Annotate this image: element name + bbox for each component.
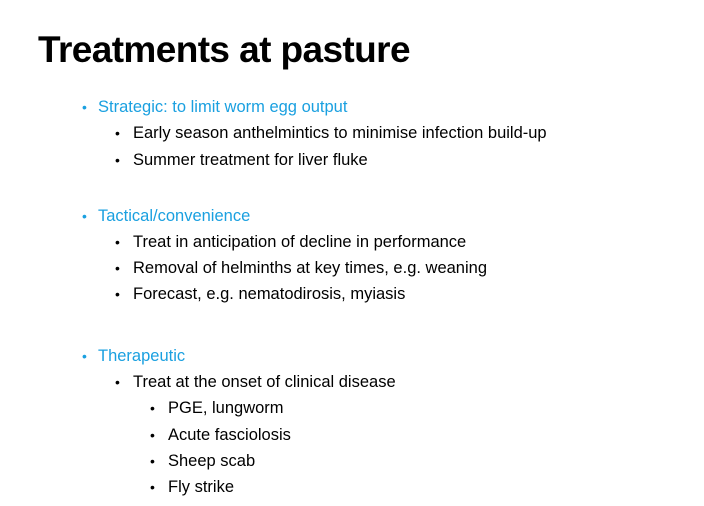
sub-list-item-label: Acute fasciolosis: [168, 426, 291, 444]
list-item: [115, 232, 467, 252]
bullet-icon: •: [115, 125, 120, 141]
list-item: [115, 284, 406, 304]
list-item: [115, 258, 488, 278]
bullet-icon: •: [150, 479, 155, 495]
list-item-label: Early season anthelmintics to minimise infection build-up: [133, 124, 547, 142]
sub-list-item-label: PGE, lungworm: [168, 399, 284, 417]
list-item-label: Treat in anticipation of decline in performance: [133, 233, 467, 251]
bullet-icon: •: [82, 208, 87, 224]
section-heading-label: Therapeutic: [98, 347, 186, 365]
list-item-label: Removal of helminths at key times, e.g. weaning: [133, 259, 488, 277]
bullet-icon: •: [115, 374, 120, 390]
sub-list-item-label: Fly strike: [168, 478, 234, 496]
list-item-label: Summer treatment for liver fluke: [133, 151, 368, 169]
bullet-icon: •: [115, 234, 120, 250]
section-heading-label: Strategic: to limit worm egg output: [98, 98, 348, 116]
slide-title: Treatments at pasture: [38, 29, 410, 70]
bullet-icon: •: [82, 99, 87, 115]
list-item: [115, 123, 547, 143]
bullet-icon: •: [150, 427, 155, 443]
section-heading-tactical: [82, 206, 251, 226]
bullet-icon: •: [150, 400, 155, 416]
sub-list-item: [150, 425, 291, 445]
section-heading-label: Tactical/convenience: [98, 207, 251, 225]
sub-list-item-label: Sheep scab: [168, 452, 256, 470]
bullet-icon: •: [115, 152, 120, 168]
bullet-icon: •: [115, 286, 120, 302]
section-heading-therapeutic: [82, 346, 186, 366]
list-item: [115, 372, 396, 392]
list-item-label: Forecast, e.g. nematodirosis, myiasis: [133, 285, 406, 303]
list-item: [115, 150, 368, 170]
list-item-label: Treat at the onset of clinical disease: [133, 373, 396, 391]
section-heading-strategic: [82, 97, 348, 117]
sub-list-item: [150, 398, 284, 418]
bullet-icon: •: [150, 453, 155, 469]
bullet-icon: •: [82, 348, 87, 364]
bullet-icon: •: [115, 260, 120, 276]
sub-list-item: [150, 477, 234, 497]
sub-list-item: [150, 451, 256, 471]
